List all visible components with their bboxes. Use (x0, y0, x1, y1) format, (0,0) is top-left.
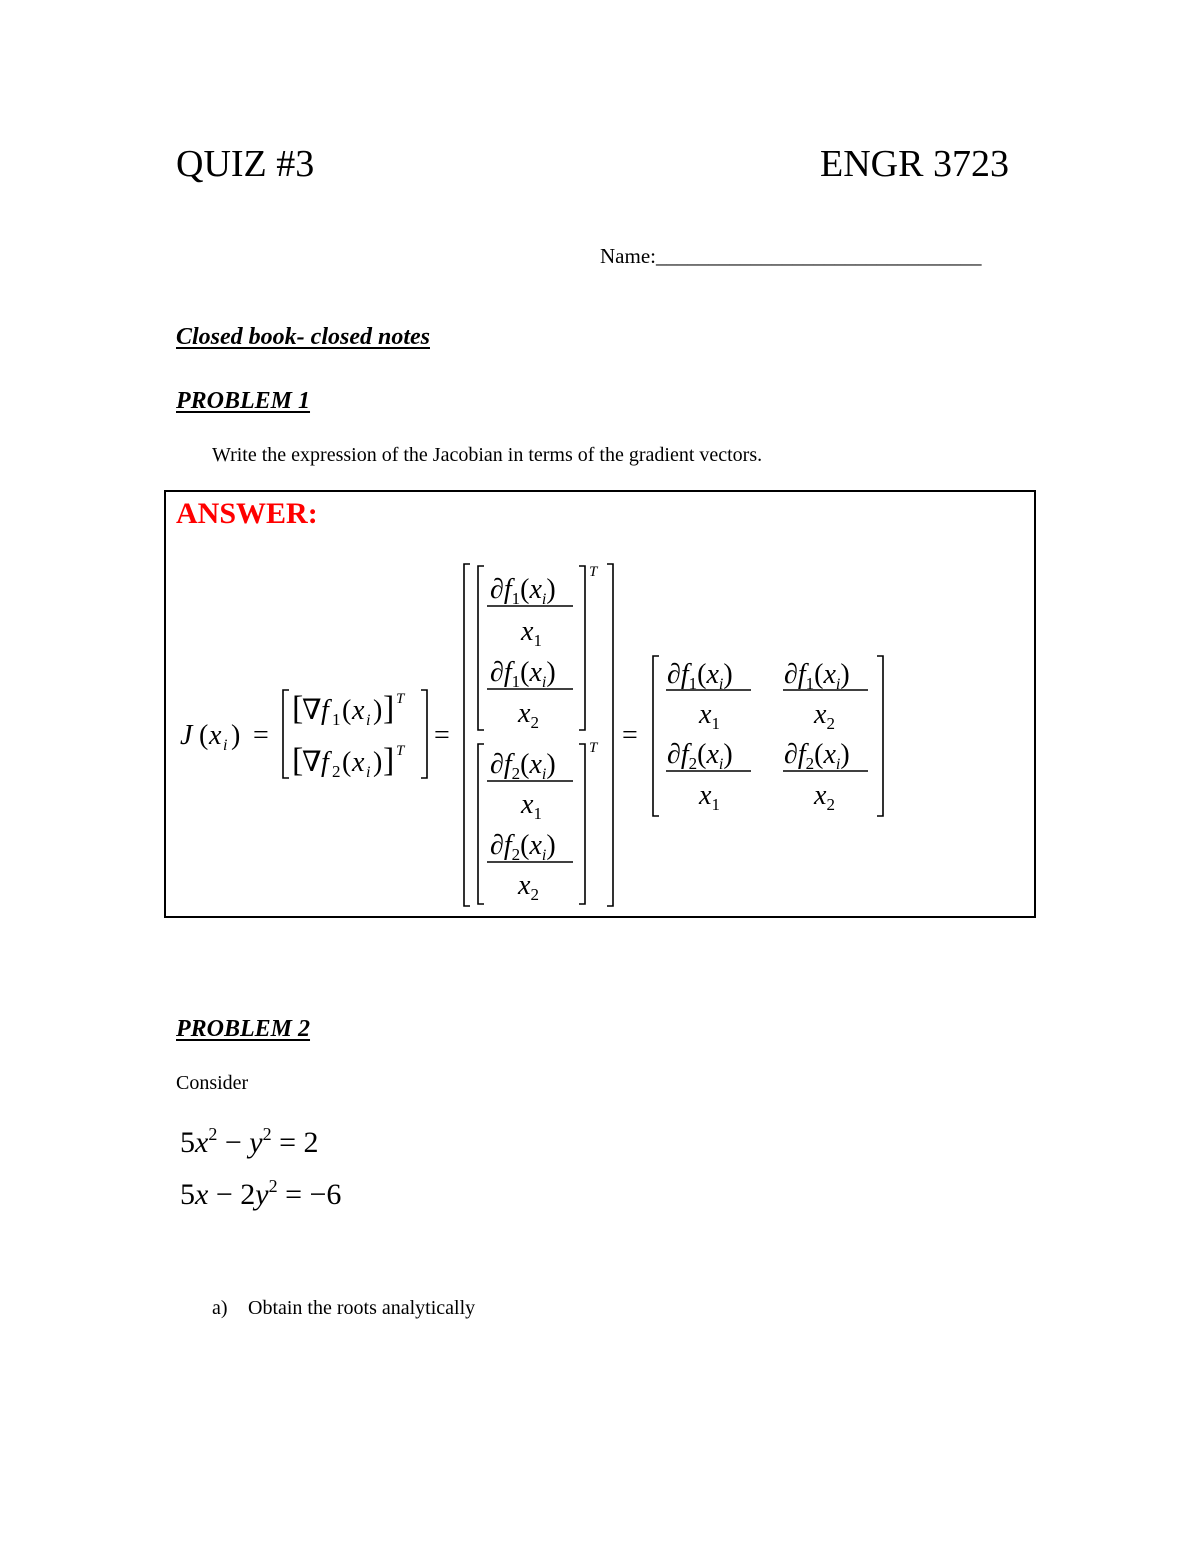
answer-label: ANSWER: (176, 497, 318, 530)
svg-text:∂f2(xi): $\partial f_2(x_i)$ (667, 739, 733, 773)
course-code: ENGR 3723 (820, 143, 1009, 185)
svg-text:∂f1(xi): $\partial f_1(x_i)$ (490, 574, 556, 608)
svg-text:∂f2(xi): $\partial f_2(x_i)$ (490, 749, 556, 783)
problem2-intro: Consider (176, 1072, 249, 1094)
svg-text:∂f1(xi): $\partial f_1(x_i)$ (490, 657, 556, 691)
svg-text:x1: $x_1$ (699, 780, 720, 814)
svg-text:∂f1(xi): $\partial f_1(x_i)$ (667, 659, 733, 693)
svg-text:x2: $x_2$ (518, 870, 539, 904)
system-equation-2: $5x - 2y^2 = -6$ (180, 1176, 342, 1211)
svg-text:∇: ∇ (302, 695, 322, 726)
quiz-title: QUIZ #3 (176, 143, 315, 185)
svg-text:=: = (253, 720, 269, 751)
svg-text:x2: $x_2$ (518, 698, 539, 732)
svg-text:f: f (321, 695, 329, 726)
problem1-prompt: Write the expression of the Jacobian in terms of the gradient vectors. (212, 444, 763, 466)
svg-text:f: f (321, 747, 329, 778)
problem1-title: PROBLEM 1 (176, 388, 311, 414)
svg-text:T: T (589, 740, 598, 756)
svg-text:x1: $x_1$ (699, 699, 720, 733)
svg-text:T: T (396, 691, 405, 707)
svg-text:T: T (396, 743, 405, 759)
svg-text:∂f2(xi): $\partial f_2(x_i)$ (784, 739, 850, 773)
svg-text:(: ( (342, 747, 352, 778)
svg-text:∇: ∇ (302, 747, 322, 778)
svg-text:=: = (622, 720, 638, 751)
svg-text:x: x (352, 747, 365, 778)
svg-text:x: x (209, 720, 222, 751)
svg-text:[: [ (292, 690, 304, 727)
svg-text:x1: $x_1$ (521, 789, 542, 823)
svg-text:i: i (366, 764, 371, 781)
svg-text:]: ] (383, 742, 395, 779)
svg-text:(: ( (342, 695, 352, 726)
svg-text:[: [ (292, 742, 304, 779)
svg-text:): ) (373, 695, 383, 726)
svg-text:x: x (352, 695, 365, 726)
svg-text:=: = (434, 720, 450, 751)
part-a-question (212, 1294, 475, 1322)
instructions-heading: Closed book- closed notes (176, 324, 430, 350)
svg-text:(: ( (199, 720, 209, 751)
svg-text:1: 1 (332, 710, 341, 729)
part-a-text: Obtain the roots analytically (248, 1297, 476, 1319)
svg-text:∂f2(xi): $\partial f_2(x_i)$ (490, 830, 556, 864)
svg-text:x2: $x_2$ (814, 699, 835, 733)
svg-text:x1: $x_1$ (521, 616, 542, 650)
svg-text:i: i (366, 712, 371, 729)
svg-text:i: i (223, 737, 228, 754)
svg-text:T: T (589, 564, 598, 580)
svg-text:J: J (180, 720, 193, 751)
name-field-line: Name:_______________________________ (600, 244, 982, 268)
svg-text:): ) (231, 720, 241, 751)
svg-text:2: 2 (332, 762, 341, 781)
svg-text:]: ] (383, 690, 395, 727)
svg-text:∂f1(xi): $\partial f_1(x_i)$ (784, 659, 850, 693)
svg-text:): ) (373, 747, 383, 778)
svg-text:x2: $x_2$ (814, 780, 835, 814)
part-a-label: a) (212, 1297, 228, 1319)
problem2-title: PROBLEM 2 (176, 1016, 311, 1042)
system-equation-1: $5x^2 - y^2 = 2$ (180, 1124, 319, 1159)
